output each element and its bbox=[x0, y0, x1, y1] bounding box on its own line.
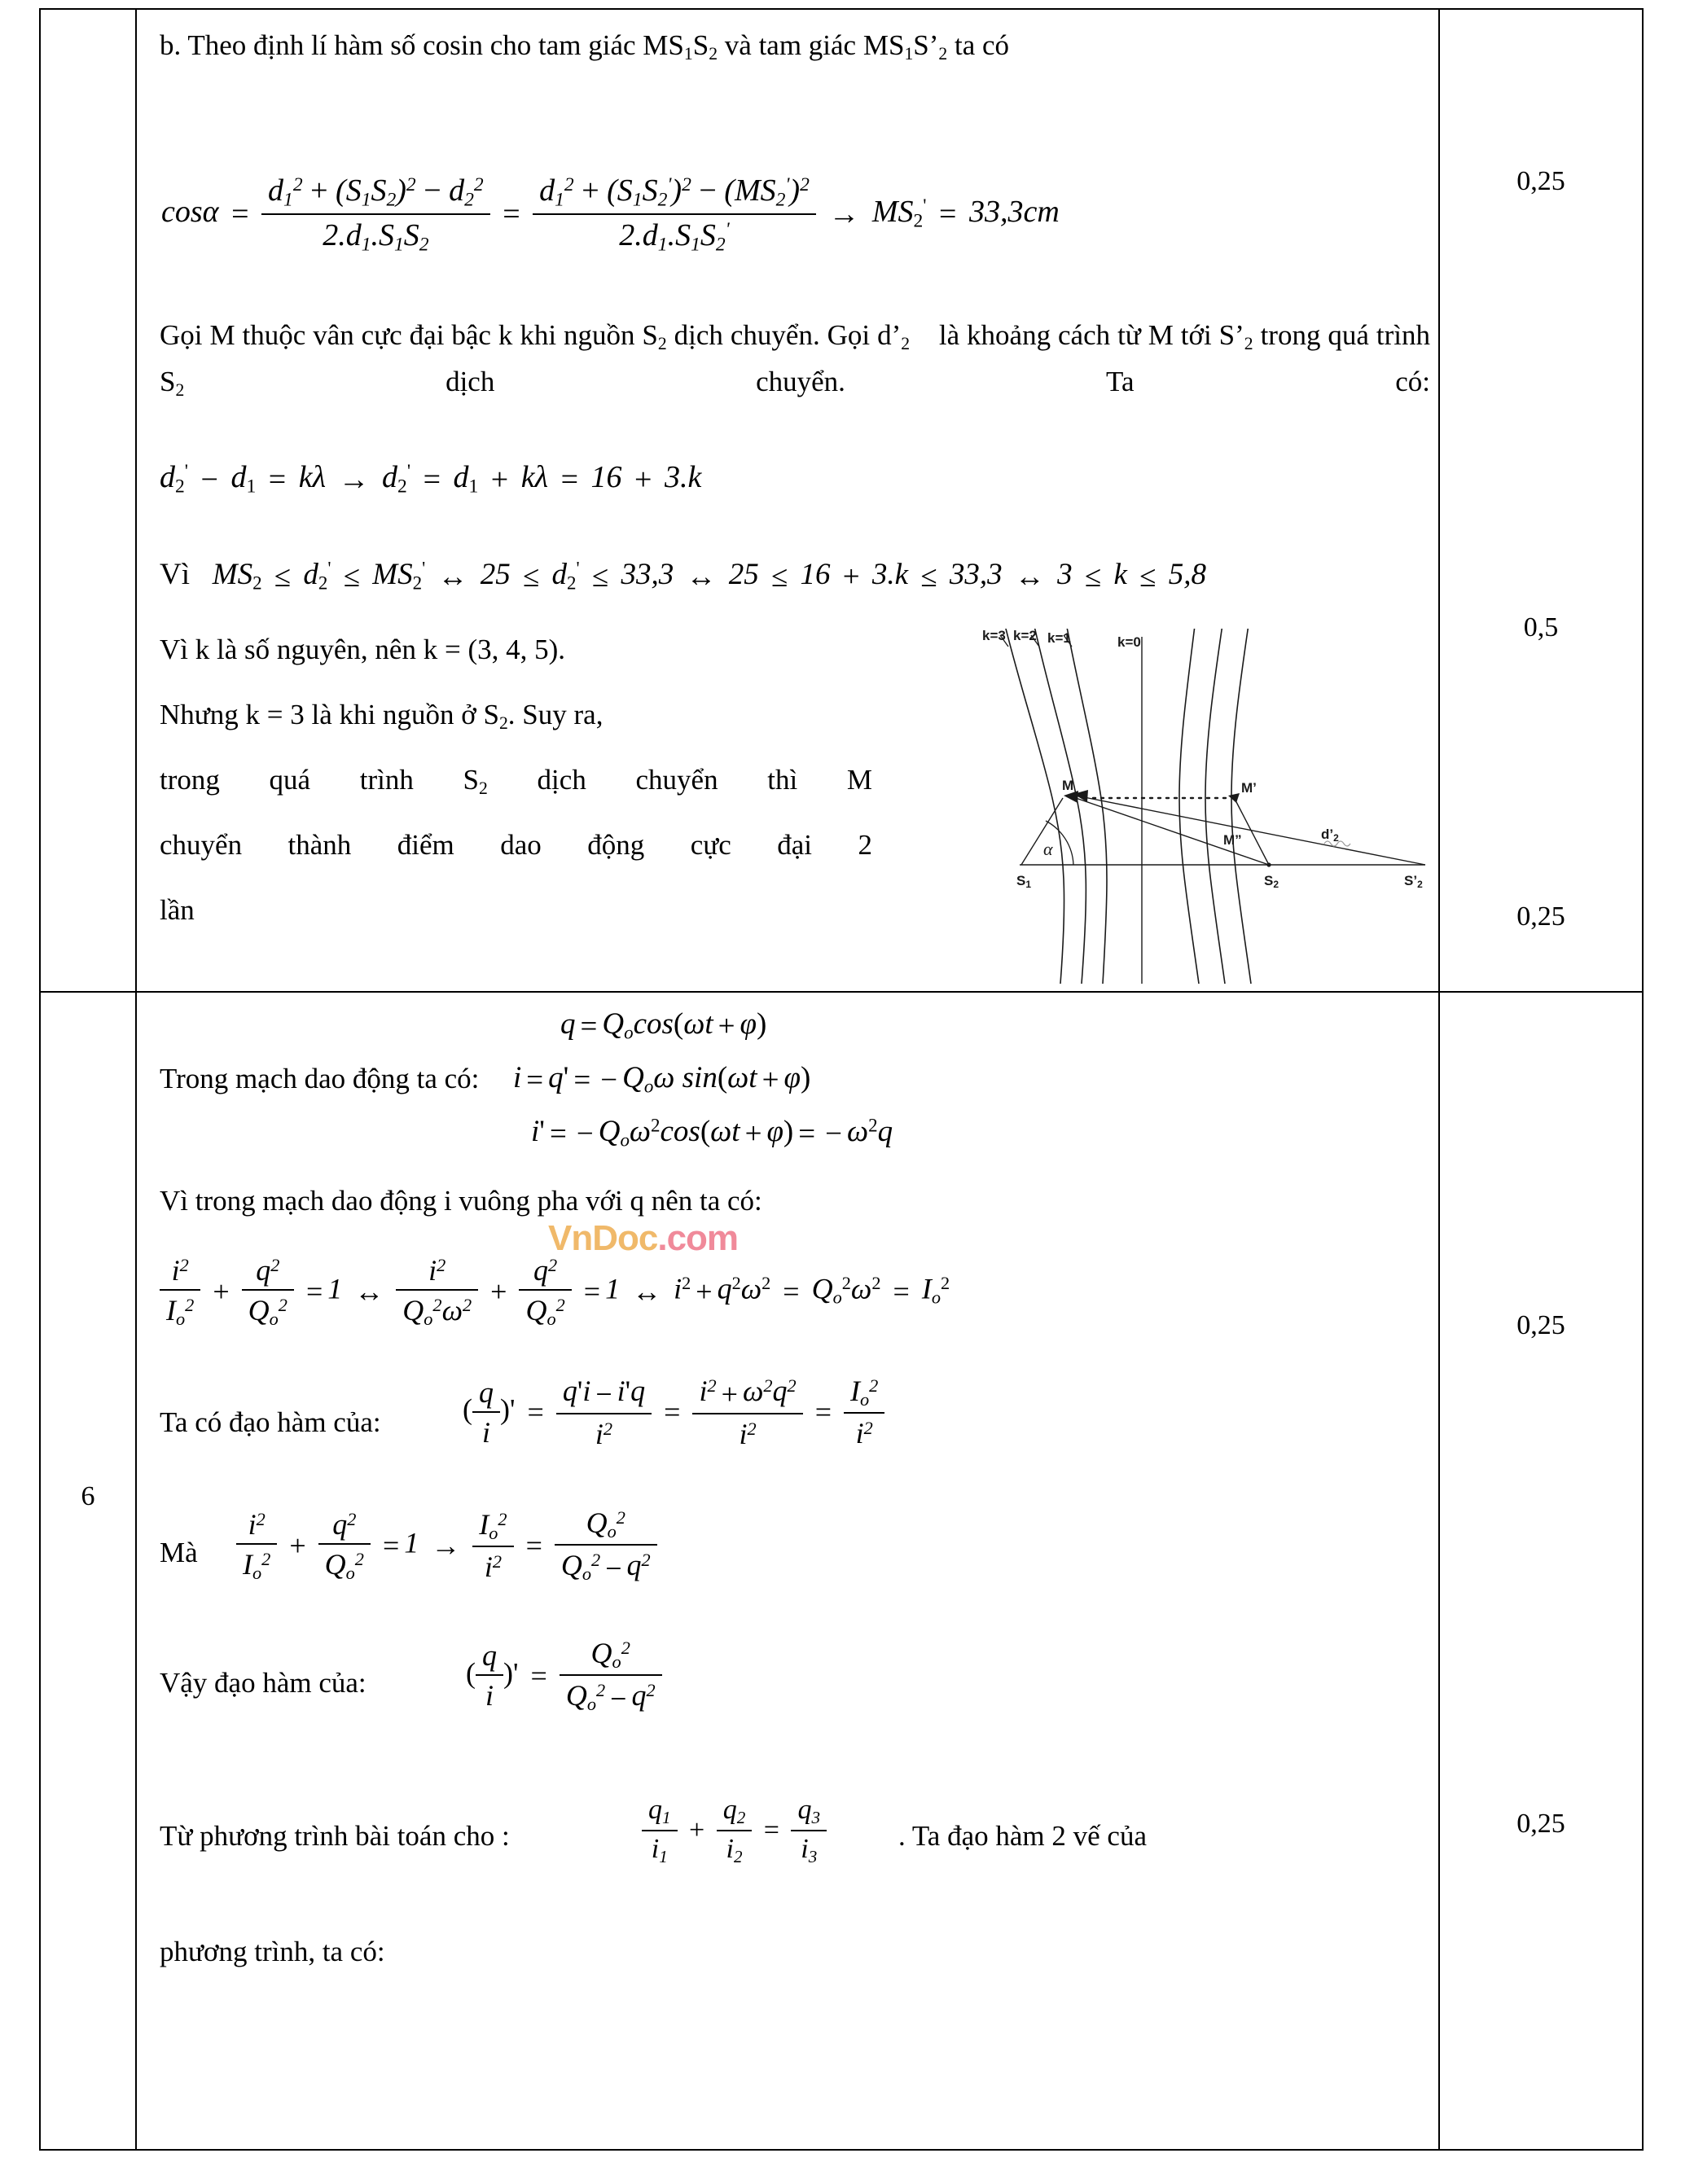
label-dao-ham: Ta có đạo hàm của: bbox=[160, 1406, 381, 1438]
question-number-6: 6 bbox=[81, 1481, 95, 1511]
table-row-question-5 bbox=[40, 9, 1643, 992]
paragraph-vuong-pha: Vì trong mạch dao động i vuông pha với q nên ta có: bbox=[160, 1185, 762, 1217]
paragraph-k-line-0: Vì k là số nguyên, nên k = (3, 4, 5). bbox=[160, 634, 565, 665]
formula-q-system bbox=[513, 1001, 893, 1158]
label-trong-mach: Trong mạch dao động ta có: bbox=[160, 1063, 480, 1094]
formula-q: $q = Q_o\cos(\omega t + \varphi)$ bbox=[560, 1007, 767, 1043]
diagram-label-S2-prime: S’2 bbox=[1404, 873, 1423, 890]
paragraph-k-line-4: lần bbox=[160, 894, 195, 926]
intro-text-5b: b. Theo định lí hàm số cosin cho tam giác $MS_1S_2$ và tam giác $MS_1S’_2$ ta có bbox=[160, 29, 1010, 64]
label-ta-dao-ham: . Ta đạo hàm 2 vế của bbox=[898, 1820, 1147, 1852]
label-tu-phuong-trinh: Từ phương trình bài toán cho : bbox=[160, 1820, 510, 1852]
formula-tu-phuong-trinh: $\frac{q_1}{i_1}$ + $\frac{q_2}{i_2}$ = $\frac{q_3}{i_3}$ bbox=[642, 1795, 827, 1867]
watermark-part-2: .com bbox=[657, 1218, 739, 1258]
question-number-cell-5 bbox=[40, 9, 136, 992]
interference-fringes-diagram bbox=[969, 629, 1433, 987]
formula-dao-ham: ( $\frac{q}{i}$ )' = $\frac{q'i - i'q}{i^2}$ = $\frac{i^2 + \omega^2q^2}{i^2}$ = $\frac{I_o^2}{i^2}$ bbox=[463, 1374, 884, 1451]
answer-body-cell-5 bbox=[136, 9, 1439, 992]
diagram-label-M-prime: M’ bbox=[1241, 780, 1257, 796]
diagram-label-k2: k=2 bbox=[1013, 629, 1037, 643]
score-value-3: 0,25 bbox=[1516, 1310, 1565, 1340]
formula-inequality-k: Vì $MS_2 \le d_2' \le MS_2'$ ↔ $25 \le d_2' \le 33,3$ ↔ 25 ≤ 16 + 3.k ≤ 33,3 ↔ 3 ≤ k ≤ 5,8 bbox=[160, 558, 1206, 594]
answer-body-cell-6 bbox=[136, 992, 1439, 2150]
question-number-cell-6 bbox=[40, 992, 136, 2150]
answer-key-table bbox=[39, 8, 1644, 2151]
diagram-label-S1: S1 bbox=[1016, 873, 1032, 890]
label-ma: Mà bbox=[160, 1537, 198, 1568]
paragraph-k-line-1: Nhưng k = 3 là khi nguồn ở $S_2$. Suy ra, bbox=[160, 699, 603, 734]
score-value-0: 0,25 bbox=[1516, 166, 1565, 196]
diagram-label-S2: S2 bbox=[1264, 873, 1279, 890]
diagram-label-alpha: α bbox=[1043, 839, 1053, 859]
paragraph-k-line-3: chuyển thành điểm dao động cực đại 2 bbox=[160, 829, 872, 861]
formula-vay: ( $\frac{q}{i}$ )' = $\frac{Q_o^2}{Q_o^2 - q^2}$ bbox=[466, 1636, 662, 1716]
score-cell-5 bbox=[1439, 9, 1643, 992]
score-value-4: 0,25 bbox=[1516, 1809, 1565, 1839]
score-value-2: 0,25 bbox=[1516, 901, 1565, 932]
diagram-label-M-dprime: M” bbox=[1223, 832, 1242, 848]
formula-cos-alpha: cosα = $\frac{d_1^2 + (S_1S_2)^2 - d_2^2}{2.d_1.S_1S_2}$ = $\frac{d_1^2 + (S_1S_2')^2 - (MS_2')^2}{2.d_1.S_1S_2'}$ → $MS_2' = 33,3cm$ bbox=[161, 173, 1060, 256]
label-vay: Vậy đạo hàm của: bbox=[160, 1667, 366, 1699]
formula-i-prime: i' = − $Q_o\omega^2\cos(\omega t + \varphi)$ = − $\omega^2q$ bbox=[531, 1115, 893, 1151]
diagram-label-k1: k=1 bbox=[1047, 630, 1071, 646]
score-cell-6 bbox=[1439, 992, 1643, 2150]
diagram-label-k0: k=0 bbox=[1117, 634, 1141, 650]
score-value-1: 0,5 bbox=[1523, 612, 1559, 642]
diagram-label-M: M bbox=[1062, 778, 1074, 793]
paragraph-k-line-2: trong quá trình $S_2$ dịch chuyển thì M bbox=[160, 764, 872, 799]
formula-vuong-pha: $\frac{i^2}{I_o^2}$ + $\frac{q^2}{Q_o^2}$ = 1 ↔ $\frac{i^2}{Q_o^2\omega^2}$ + $\frac{q^2}{Q_o^2}$ = 1 ↔ $i^2 + q^2\omega^2 = Q_o^2\omega^2 = I_o^2$ bbox=[160, 1253, 950, 1330]
formula-ma: $\frac{i^2}{I_o^2}$ + $\frac{q^2}{Q_o^2}$ = 1 → $\frac{I_o^2}{i^2}$ = $\frac{Q_o^2}{Q_o^2 - q^2}$ bbox=[236, 1506, 657, 1585]
diagram-label-d2-prime: d’2 bbox=[1321, 827, 1339, 844]
diagram-label-k3: k=3 bbox=[982, 629, 1006, 643]
watermark-part-1: VnDoc bbox=[548, 1218, 658, 1258]
paragraph-goi-m: Gọi M thuộc vân cực đại bậc k khi nguồn $S_2$ dịch chuyển. Gọi $d’_2$ là khoảng cách từ M tới $S’_2$ trong quá trình $S_2$ dịch chuyển. Ta có: bbox=[160, 319, 1430, 400]
formula-d2-prime: $d_2' - d_1 = k\lambda \to d_2' = d_1 + k\lambda = 16 + 3.k$ bbox=[160, 460, 702, 498]
formula-i: i = q' = − $Q_o\omega$ sin(ωt + φ) bbox=[513, 1061, 811, 1098]
table-row-question-6 bbox=[40, 992, 1643, 2150]
label-phuong-trinh-ta-co: phương trình, ta có: bbox=[160, 1936, 385, 1967]
